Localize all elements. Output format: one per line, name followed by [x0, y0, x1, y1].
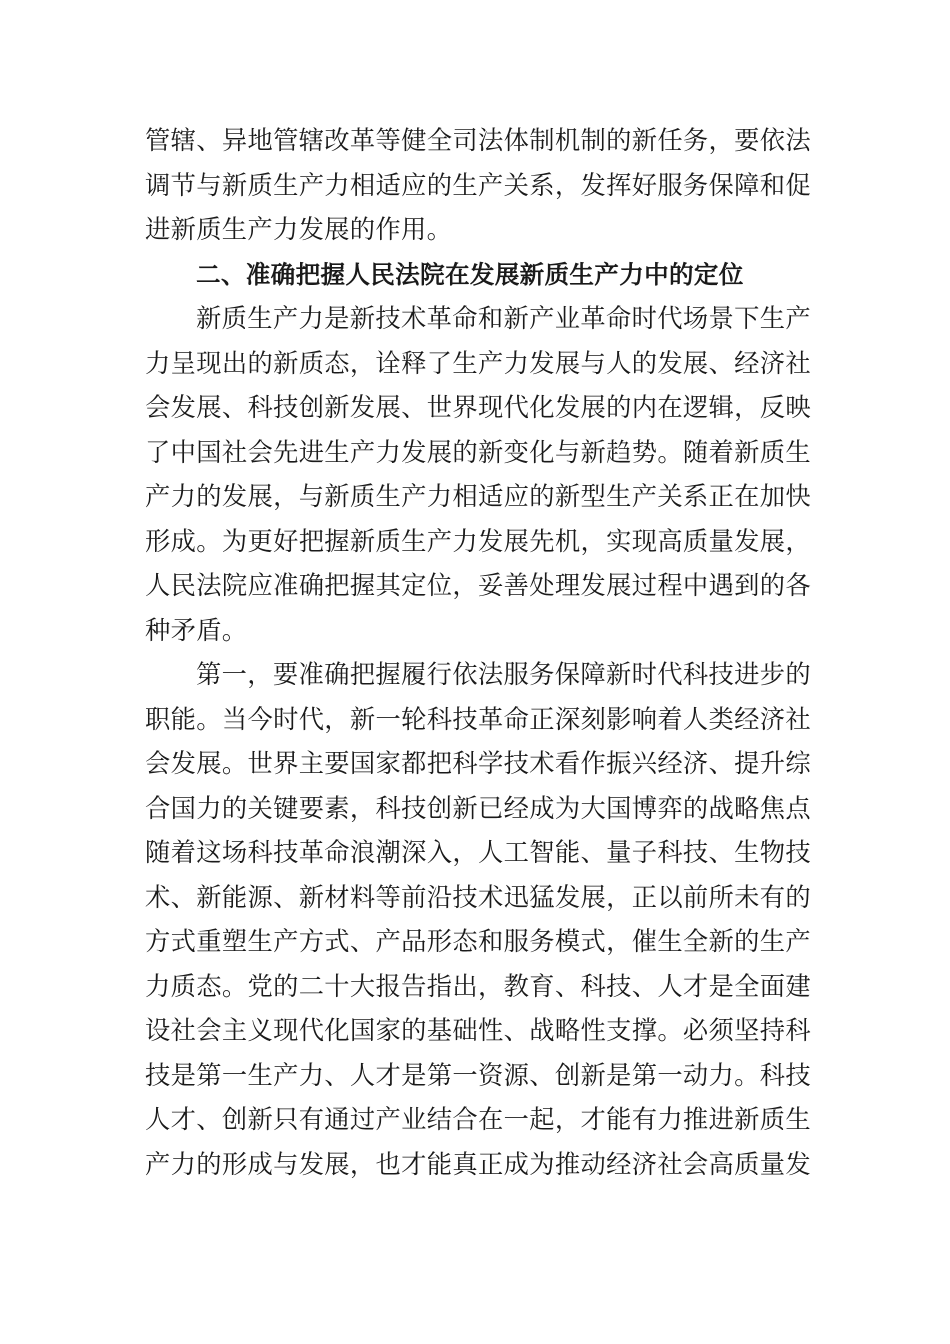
text-line: 力质态。党的二十大报告指出，教育、科技、人才是全面建 — [145, 971, 811, 1001]
text-line: 人才、创新只有通过产业结合在一起，才能有力推进新质生 — [145, 1105, 811, 1134]
section-heading: 二、准确把握人民法院在发展新质生产力中的定位 — [196, 259, 744, 289]
text-line: 随着这场科技革命浪潮深入，人工智能、量子科技、生物技 — [145, 838, 811, 867]
text-line: 会发展、科技创新发展、世界现代化发展的内在逻辑，反映 — [145, 393, 811, 422]
text-line: 形成。为更好把握新质生产力发展先机，实现高质量发展， — [145, 526, 811, 556]
text-line: 管辖、异地管辖改革等健全司法体制机制的新任务，要依法 — [145, 126, 811, 155]
text-line: 人民法院应准确把握其定位，妥善处理发展过程中遇到的各 — [145, 571, 811, 600]
text-line: 种矛盾。 — [145, 615, 248, 645]
paragraph-first-point — [145, 653, 811, 1187]
text-line: 方式重塑生产方式、产品形态和服务模式，催生全新的生产 — [145, 927, 811, 956]
text-line: 力呈现出的新质态，诠释了生产力发展与人的发展、经济社 — [145, 348, 811, 378]
text-line: 合国力的关键要素，科技创新已经成为大国博弈的战略焦点 — [145, 793, 811, 823]
paragraph-new-productivity — [145, 297, 811, 653]
text-line: 进新质生产力发展的作用。 — [145, 215, 453, 244]
text-line: 产力的形成与发展，也才能真正成为推动经济社会高质量发 — [145, 1149, 811, 1179]
text-line: 术、新能源、新材料等前沿技术迅猛发展，正以前所未有的 — [145, 882, 811, 912]
text-line: 职能。当今时代，新一轮科技革命正深刻影响着人类经济社 — [145, 704, 811, 734]
text-line: 会发展。世界主要国家都把科学技术看作振兴经济、提升综 — [145, 749, 811, 778]
intro-paragraph — [145, 119, 811, 253]
text-line: 了中国社会先进生产力发展的新变化与新趋势。随着新质生 — [145, 437, 811, 467]
text-line: 技是第一生产力、人才是第一资源、创新是第一动力。科技 — [145, 1060, 811, 1090]
text-line: 产力的发展，与新质生产力相适应的新型生产关系正在加快 — [145, 482, 811, 511]
document-body — [145, 119, 811, 1187]
text-line: 新质生产力是新技术革命和新产业革命时代场景下生产 — [196, 304, 811, 333]
text-line: 第一，要准确把握履行依法服务保障新时代科技进步的 — [196, 660, 811, 689]
text-line: 调节与新质生产力相适应的生产关系，发挥好服务保障和促 — [145, 170, 811, 200]
text-line: 设社会主义现代化国家的基础性、战略性支撑。必须坚持科 — [145, 1016, 811, 1045]
